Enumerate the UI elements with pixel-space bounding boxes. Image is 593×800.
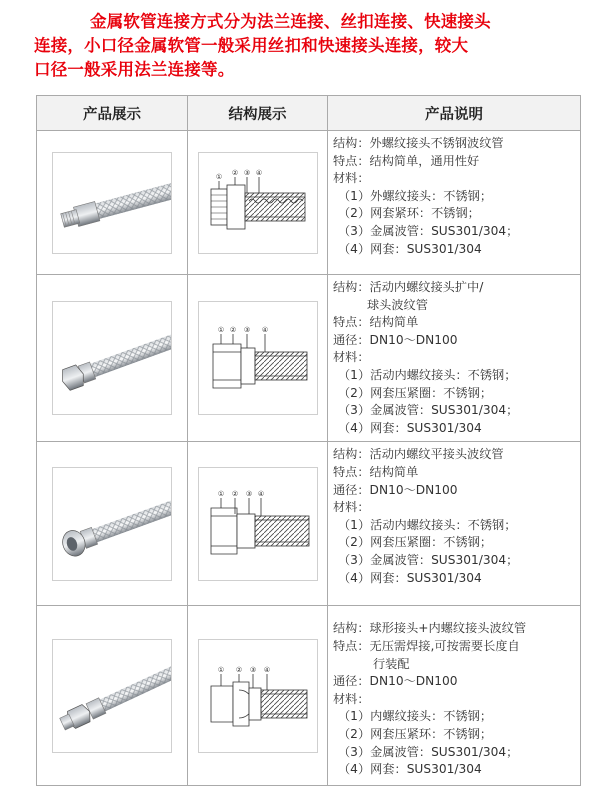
- table-row: [37, 442, 581, 606]
- product-photo-cell: [37, 131, 188, 275]
- structure-text: 结构：活动内螺纹平接头波纹管: [333, 447, 504, 462]
- header-product-display: 产品展示: [37, 96, 188, 131]
- material-item: （3）金属波管：SUS301/304；: [338, 403, 519, 418]
- intro-line-3: 口径一般采用法兰连接等。: [34, 60, 235, 79]
- structure-text: 结构：活动内螺纹接头扩中/: [333, 280, 484, 294]
- feature-text: 特点：结构简单: [333, 464, 419, 479]
- structure-text: 结构：外螺纹接头不锈钢波纹管: [333, 136, 504, 150]
- diameter-text: 通径：DN10～DN100: [333, 332, 458, 347]
- structure-diagram-cell: [188, 275, 328, 442]
- product-photo-cell: [37, 275, 188, 442]
- table-row: [37, 275, 581, 442]
- feature-text: 特点：无压需焊接,可按需要长度自: [333, 638, 520, 653]
- structure-diagram-male-thread: [198, 152, 318, 254]
- description-cell: [328, 131, 581, 275]
- svg-text:③: ③: [249, 665, 256, 674]
- material-item: （1）内螺纹接头：不锈钢；: [338, 709, 493, 724]
- svg-text:③: ③: [245, 489, 252, 498]
- svg-text:④: ④: [261, 326, 268, 335]
- svg-text:②: ②: [231, 168, 238, 177]
- materials-label: 材料：: [333, 350, 370, 365]
- svg-text:②: ②: [229, 326, 236, 335]
- hose-photo-male-thread: [52, 152, 172, 254]
- material-item: （4）网套：SUS301/304: [338, 762, 482, 777]
- svg-text:③: ③: [243, 168, 250, 177]
- product-spec-table: [36, 95, 581, 786]
- product-photo-cell: [37, 442, 188, 606]
- structure-diagram-cell: [188, 442, 328, 606]
- feature-text-continued: 行装配: [373, 656, 410, 671]
- table-row: [37, 131, 581, 275]
- table-row: [37, 606, 581, 786]
- material-item: （4）网套：SUS301/304: [338, 241, 482, 256]
- material-item: （2）网套压紧环：不锈钢；: [338, 726, 493, 741]
- feature-text: 特点：结构简单: [333, 315, 419, 330]
- intro-text: [34, 10, 579, 82]
- svg-text:④: ④: [255, 168, 262, 177]
- description-cell: [328, 606, 581, 786]
- svg-text:③: ③: [243, 326, 250, 335]
- header-product-description: 产品说明: [328, 96, 581, 131]
- structure-diagram-flat-nut: [198, 467, 318, 581]
- structure-diagram-swivel-nut: [198, 301, 318, 415]
- description-cell: [328, 442, 581, 606]
- structure-text-continued: 球头波纹管: [367, 297, 428, 312]
- structure-text: 结构：球形接头+内螺纹接头波纹管: [333, 621, 527, 636]
- table-header-row: [37, 96, 581, 131]
- intro-line-1: 金属软管连接方式分为法兰连接、丝扣连接、快速接头: [90, 12, 491, 31]
- svg-text:④: ④: [257, 489, 264, 498]
- svg-text:②: ②: [235, 665, 242, 674]
- description-cell: [328, 275, 581, 442]
- material-item: （1）活动内螺纹接头：不锈钢；: [338, 367, 517, 382]
- svg-text:④: ④: [263, 665, 270, 674]
- material-item: （3）金属波管：SUS301/304；: [338, 744, 519, 759]
- materials-label: 材料：: [333, 171, 370, 186]
- structure-diagram-cell: [188, 606, 328, 786]
- structure-diagram-ball-joint: [198, 639, 318, 753]
- diameter-text: 通径：DN10～DN100: [333, 482, 458, 497]
- material-item: （3）金属波管：SUS301/304；: [338, 552, 519, 567]
- header-structure-display: 结构展示: [188, 96, 328, 131]
- material-item: （1）外螺纹接头：不锈钢；: [338, 188, 493, 203]
- material-item: （1）活动内螺纹接头：不锈钢；: [338, 517, 517, 532]
- material-item: （4）网套：SUS301/304: [338, 570, 482, 585]
- intro-line-2: 连接，小口径金属软管一般采用丝扣和快速接头连接，较大: [34, 36, 469, 55]
- svg-text:①: ①: [217, 326, 224, 335]
- svg-text:①: ①: [217, 665, 224, 674]
- hose-photo-flat-nut: [52, 467, 172, 581]
- feature-text: 特点：结构简单，通用性好: [333, 153, 480, 168]
- svg-text:①: ①: [217, 489, 224, 498]
- material-item: （2）网套紧环：不锈钢；: [338, 206, 480, 221]
- material-item: （2）网套压紧圈：不锈钢；: [338, 535, 493, 550]
- material-item: （4）网套：SUS301/304: [338, 420, 482, 435]
- hose-photo-ball-joint: [52, 639, 172, 753]
- material-item: （2）网套压紧圈：不锈钢；: [338, 385, 493, 400]
- svg-text:②: ②: [231, 489, 238, 498]
- diameter-text: 通径：DN10～DN100: [333, 674, 458, 689]
- product-photo-cell: [37, 606, 188, 786]
- material-item: （3）金属波管：SUS301/304；: [338, 223, 519, 238]
- hose-photo-swivel-nut: [52, 301, 172, 415]
- materials-label: 材料：: [333, 500, 370, 515]
- svg-text:①: ①: [215, 172, 222, 181]
- materials-label: 材料：: [333, 691, 370, 706]
- structure-diagram-cell: [188, 131, 328, 275]
